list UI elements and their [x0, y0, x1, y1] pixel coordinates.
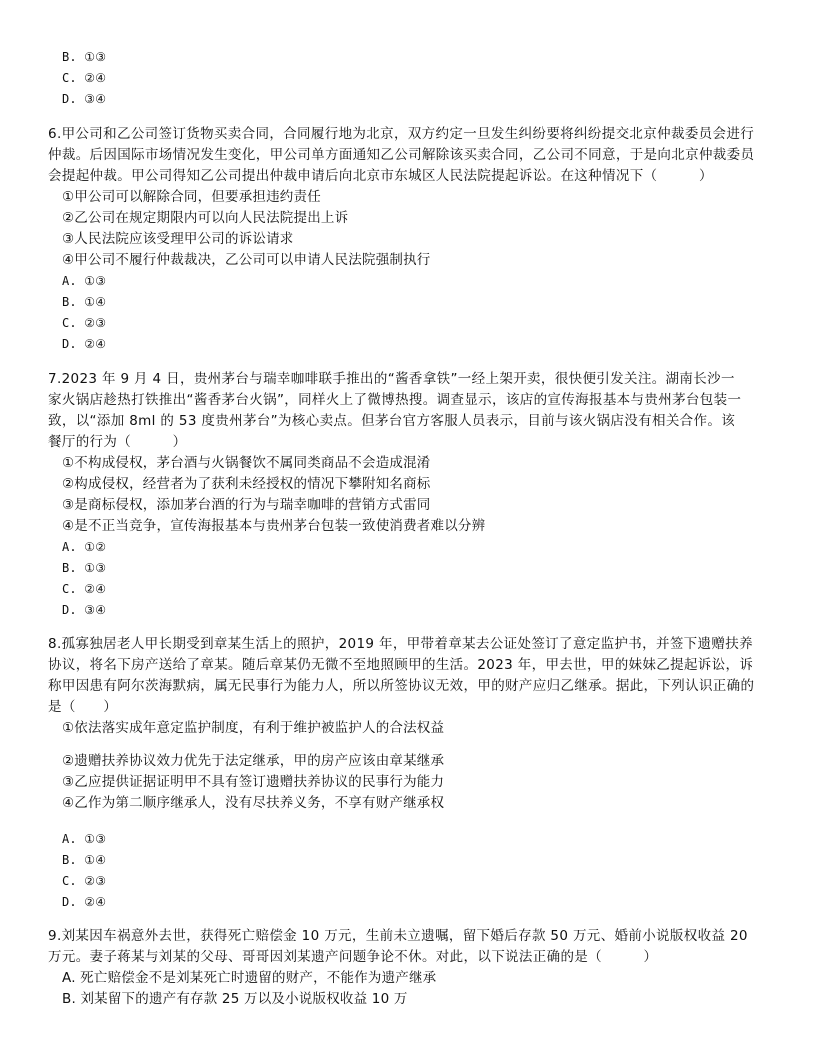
- q7-stem-line: 餐厅的行为（ ）: [48, 434, 187, 450]
- q8-option-d: D. ②④: [62, 895, 107, 909]
- q9-stem-line: 万元。妻子蒋某与刘某的父母、哥哥因刘某遗产问题争论不休。对此，以下说法正确的是（ ）: [48, 949, 658, 965]
- option-b: B. ①③: [62, 50, 107, 64]
- option-c: C. ②④: [62, 71, 107, 85]
- q8-stem-line: 8.孤寡独居老人甲长期受到章某生活上的照护，2019 年，甲带着章某去公证处签订了意定监护书，并签下遗赠扶养: [48, 636, 753, 652]
- q7-statement-1: ①不构成侵权，茅台酒与火锅餐饮不属同类商品不会造成混淆: [62, 455, 431, 471]
- q6-stem-line: 6.甲公司和乙公司签订货物买卖合同，合同履行地为北京，双方约定一旦发生纠纷要将纠纷提交北京仲裁委员会进行: [48, 126, 755, 142]
- q8-option-a: A. ①③: [62, 832, 107, 846]
- q9-option-a: A. 死亡赔偿金不是刘某死亡时遗留的财产，不能作为遗产继承: [62, 970, 437, 986]
- q7-option-a: A. ①②: [62, 540, 107, 554]
- q8-option-b: B. ①④: [62, 853, 107, 867]
- q6-option-c: C. ②③: [62, 316, 107, 330]
- q7-statement-2: ②构成侵权，经营者为了获利未经授权的情况下攀附知名商标: [62, 476, 431, 492]
- q7-option-c: C. ②④: [62, 582, 107, 596]
- q7-stem-line: 7.2023 年 9 月 4 日，贵州茅台与瑞幸咖啡联手推出的“酱香拿铁”一经上架开卖，很快便引发关注。湖南长沙一: [48, 371, 735, 387]
- q6-statement-4: ④甲公司不履行仲裁裁决，乙公司可以申请人民法院强制执行: [62, 252, 431, 268]
- q7-option-d: D. ③④: [62, 603, 107, 617]
- q6-option-b: B. ①④: [62, 295, 107, 309]
- q6-statement-1: ①甲公司可以解除合同，但要承担违约责任: [62, 189, 321, 205]
- q9-stem-line: 9.刘某因车祸意外去世，获得死亡赔偿金 10 万元，生前未立遗嘱，留下婚后存款 50 万元、婚前小说版权收益 20: [48, 928, 748, 944]
- option-d: D. ③④: [62, 92, 107, 106]
- q6-option-a: A. ①③: [62, 274, 107, 288]
- q8-stem-line: 协议，将名下房产送给了章某。随后章某仍无微不至地照顾甲的生活。2023 年，甲去世，甲的妹妹乙提起诉讼，诉: [48, 657, 754, 673]
- q6-statement-3: ③人民法院应该受理甲公司的诉讼请求: [62, 231, 294, 247]
- q7-statement-4: ④是不正当竞争，宣传海报基本与贵州茅台包装一致使消费者难以分辨: [62, 518, 486, 534]
- q7-statement-3: ③是商标侵权，添加茅台酒的行为与瑞幸咖啡的营销方式雷同: [62, 497, 431, 513]
- q8-stem-line: 称甲因患有阿尔茨海默病，属无民事行为能力人，所以所签协议无效，甲的财产应归乙继承。据此，下列认识正确的: [48, 678, 755, 694]
- q7-stem-line: 致，以“添加 8ml 的 53 度贵州茅台”为核心卖点。但茅台官方客服人员表示，目前与该火锅店没有相关合作。该: [48, 413, 736, 429]
- q6-stem-line: 会提起仲裁。甲公司得知乙公司提出仲裁申请后向北京市东城区人民法院提起诉讼。在这种情况下（ ）: [48, 168, 713, 184]
- q6-stem-line: 仲裁。后因国际市场情况发生变化，甲公司单方面通知乙公司解除该买卖合同，乙公司不同意，于是向北京仲裁委员: [48, 147, 755, 163]
- q6-statement-2: ②乙公司在规定期限内可以向人民法院提出上诉: [62, 210, 349, 226]
- q7-stem-line: 家火锅店趁热打铁推出“酱香茅台火锅”，同样火上了微博热搜。调查显示，该店的宣传海报基本与贵州茅台包装一: [48, 392, 742, 408]
- q8-statement-4: ④乙作为第二顺序继承人，没有尽扶养义务，不享有财产继承权: [62, 795, 445, 811]
- q8-statement-1: ①依法落实成年意定监护制度，有利于维护被监护人的合法权益: [62, 720, 445, 736]
- q8-statement-3: ③乙应提供证据证明甲不具有签订遗赠扶养协议的民事行为能力: [62, 774, 445, 790]
- q7-option-b: B. ①③: [62, 561, 107, 575]
- q8-stem-line: 是（ ）: [48, 699, 118, 715]
- q9-option-b: B. 刘某留下的遗产有存款 25 万以及小说版权收益 10 万: [62, 991, 408, 1007]
- q8-option-c: C. ②③: [62, 874, 107, 888]
- q6-option-d: D. ②④: [62, 337, 107, 351]
- q8-statement-2: ②遗赠扶养协议效力优先于法定继承，甲的房产应该由章某继承: [62, 753, 445, 769]
